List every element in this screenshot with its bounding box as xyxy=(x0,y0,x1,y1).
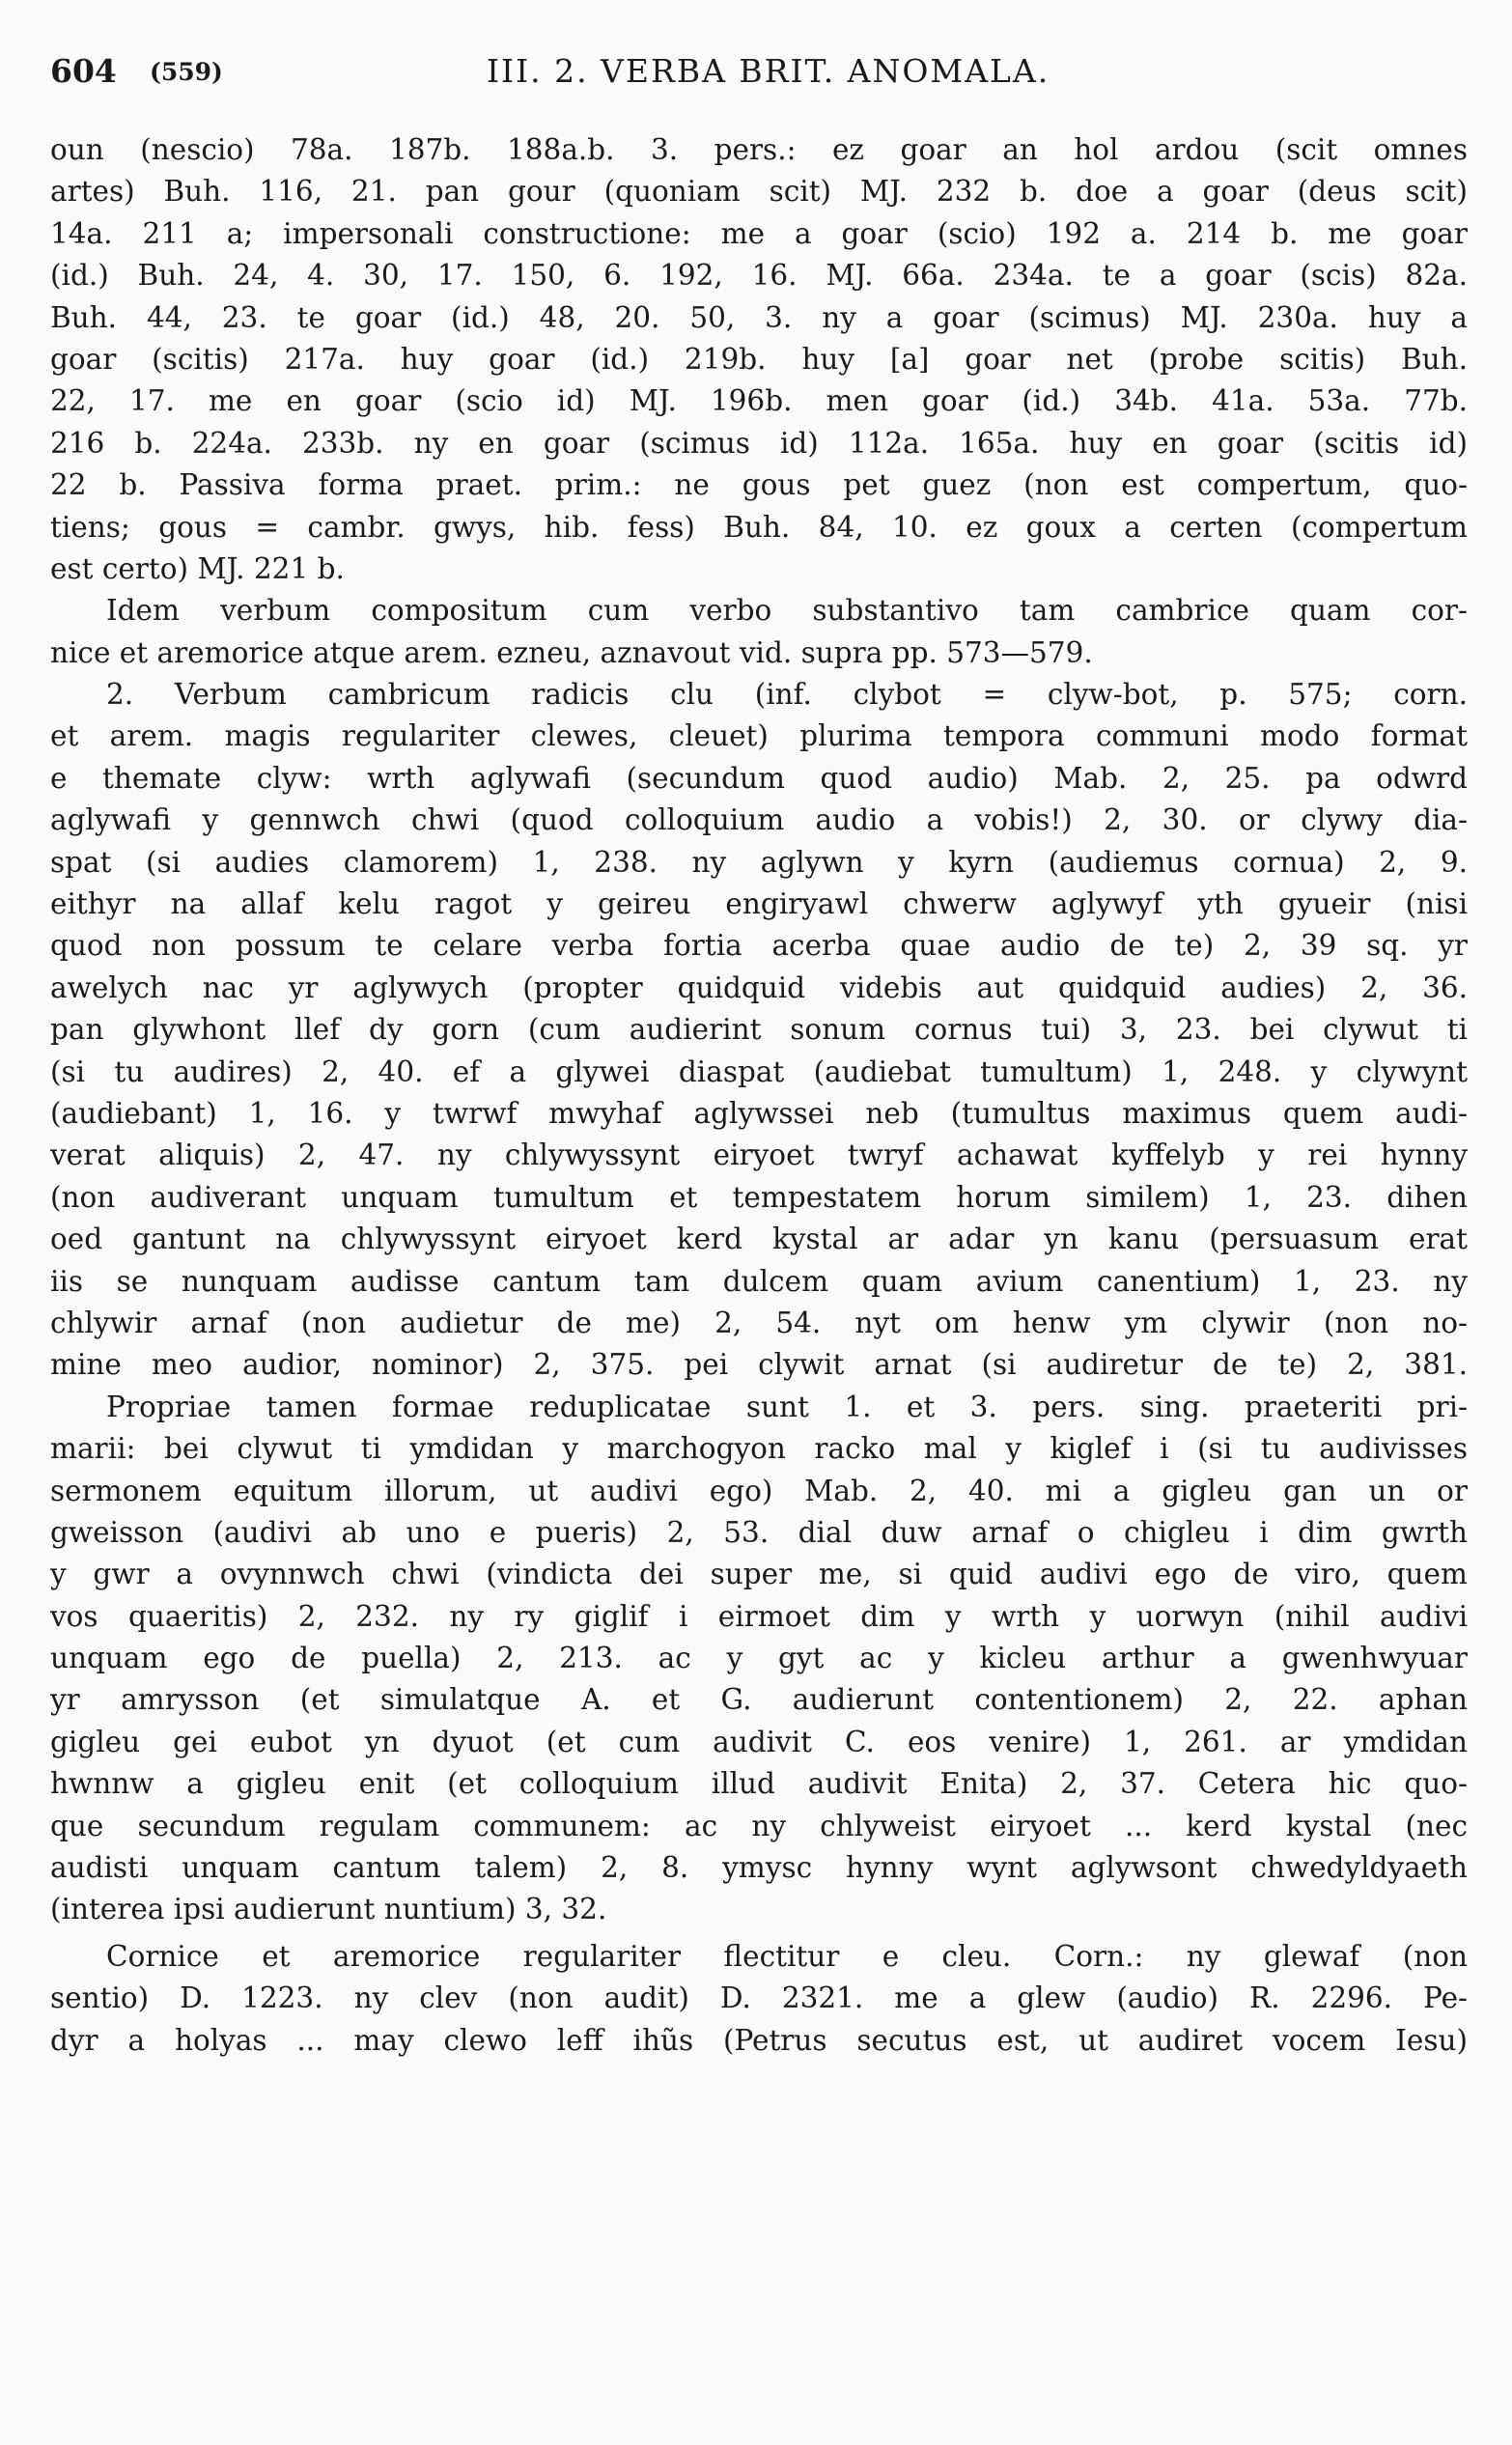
text-line: sermonem equitum illorum, ut audivi ego) Mab. 2, 40. mi a gigleu gan un or xyxy=(50,1474,1468,1507)
text-line: chlywir arnaf (non audietur de me) 2, 54. nyt om henw ym clywir (non no- xyxy=(50,1306,1468,1339)
text-line: aglywafi y gennwch chwi (quod colloquium audio a vobis!) 2, 30. or clywy dia- xyxy=(50,803,1468,837)
text-line: 22, 17. me en goar (scio id) MJ. 196b. men goar (id.) 34b. 41a. 53a. 77b. xyxy=(50,384,1468,418)
text-line: y gwr a ovynnwch chwi (vindicta dei super me, si quid audivi ego de viro, quem xyxy=(50,1558,1468,1591)
text-line: nice et aremorice atque arem. ezneu, aznavout vid. supra pp. 573—579. xyxy=(50,635,1093,669)
text-line: Cornice et aremorice regulariter flectitur e cleu. Corn.: ny glewaf (non xyxy=(106,1939,1468,1973)
text-line: est certo) MJ. 221 b. xyxy=(50,551,345,585)
text-line: 216 b. 224a. 233b. ny en goar (scimus id) 112a. 165a. huy en goar (scitis id) xyxy=(50,426,1468,460)
text-line: quod non possum te celare verba fortia acerba quae audio de te) 2, 39 sq. yr xyxy=(50,929,1468,963)
text-line: goar (scitis) 217a. huy goar (id.) 219b. huy [a] goar net (probe scitis) Buh. xyxy=(50,342,1468,376)
text-line: iis se nunquam audisse cantum tam dulcem quam avium canentium) 1, 23. ny xyxy=(50,1264,1468,1298)
text-line: (non audiverant unquam tumultum et tempestatem horum similem) 1, 23. dihen xyxy=(50,1180,1468,1214)
text-line: Idem verbum compositum cum verbo substantivo tam cambrice quam cor- xyxy=(106,594,1468,628)
text-line: 22 b. Passiva forma praet. prim.: ne gous pet guez (non est compertum, quo- xyxy=(50,468,1468,502)
text-line: marii: bei clywut ti ymdidan y marchogyon racko mal y kiglef i (si tu audivisses xyxy=(50,1432,1468,1466)
text-line: tiens; gous = cambr. gwys, hib. fess) Buh. 84, 10. ez goux a certen (compertum xyxy=(50,510,1468,544)
text-line: artes) Buh. 116, 21. pan gour (quoniam scit) MJ. 232 b. doe a goar (deus scit) xyxy=(50,175,1468,209)
text-line: (id.) Buh. 24, 4. 30, 17. 150, 6. 192, 16. MJ. 66a. 234a. te a goar (scis) 82a. xyxy=(50,259,1468,293)
text-line: (interea ipsi audierunt nuntium) 3, 32. xyxy=(50,1893,607,1926)
text-line: eithyr na allaf kelu ragot y geireu engiryawl chwerw aglywyf yth gyueir (nisi xyxy=(50,887,1468,921)
text-line: que secundum regulam communem: ac ny chlyweist eiryoet ... kerd kystal (nec xyxy=(50,1809,1468,1842)
text-line: unquam ego de puella) 2, 213. ac y gyt ac y kicleu arthur a gwenhwyuar xyxy=(50,1642,1468,1675)
text-line: hwnnw a gigleu enit (et colloquium illud audivit Enita) 2, 37. Cetera hic quo- xyxy=(50,1767,1468,1801)
text-line: gigleu gei eubot yn dyuot (et cum audivit C. eos venire) 1, 261. ar ymdidan xyxy=(50,1725,1468,1758)
text-line: Propriae tamen formae reduplicatae sunt 1. et 3. pers. sing. praeteriti pri- xyxy=(106,1390,1468,1423)
text-line: mine meo audior, nominor) 2, 375. pei clywit arnat (si audiretur de te) 2, 381. xyxy=(50,1348,1468,1382)
text-line: (audiebant) 1, 16. y twrwf mwyhaf aglywssei neb (tumultus maximus quem audi- xyxy=(50,1096,1468,1130)
text-line: oun (nescio) 78a. 187b. 188a.b. 3. pers.: ez goar an hol ardou (scit omnes xyxy=(50,133,1468,166)
text-line: spat (si audies clamorem) 1, 238. ny aglywn y kyrn (audiemus cornua) 2, 9. xyxy=(50,845,1468,879)
text-line: 2. Verbum cambricum radicis clu (inf. clybot = clyw-bot, p. 575; corn. xyxy=(106,678,1468,712)
original-page-number: (559) xyxy=(150,58,223,86)
text-line: et arem. magis regulariter clewes, cleuet) plurima tempora communi modo format xyxy=(50,719,1468,753)
text-line: gweisson (audivi ab uno e pueris) 2, 53. dial duw arnaf o chigleu i dim gwrth xyxy=(50,1515,1468,1549)
text-line: 14a. 211 a; impersonali constructione: me a goar (scio) 192 a. 214 b. me goar xyxy=(50,216,1468,250)
text-body xyxy=(50,129,1468,2062)
text-line: Buh. 44, 23. te goar (id.) 48, 20. 50, 3. ny a goar (scimus) MJ. 230a. huy a xyxy=(50,300,1468,334)
text-line: sentio) D. 1223. ny clev (non audit) D. 2321. me a glew (audio) R. 2296. Pe- xyxy=(50,1981,1468,2015)
text-line: yr amrysson (et simulatque A. et G. audierunt contentionem) 2, 22. aphan xyxy=(50,1683,1468,1717)
text-line: dyr a holyas ... may clewo leff ihũs (Petrus secutus est, ut audiret vocem Iesu) xyxy=(50,2023,1468,2057)
text-line: vos quaeritis) 2, 232. ny ry giglif i eirmoet dim y wrth y uorwyn (nihil audivi xyxy=(50,1599,1468,1633)
text-line: verat aliquis) 2, 47. ny chlywyssynt eiryoet twryf achawat kyffelyb y rei hynny xyxy=(50,1138,1468,1172)
text-line: awelych nac yr aglywych (propter quidquid videbis aut quidquid audies) 2, 36. xyxy=(50,970,1468,1004)
running-title: III. 2. VERBA BRIT. ANOMALA. xyxy=(487,52,1050,90)
page-header xyxy=(0,48,1512,106)
text-line: oed gantunt na chlywyssynt eiryoet kerd kystal ar adar yn kanu (persuasum erat xyxy=(50,1222,1468,1256)
text-line: e themate clyw: wrth aglywafi (secundum quod audio) Mab. 2, 25. pa odwrd xyxy=(50,761,1468,795)
page-number: 604 xyxy=(50,52,117,90)
text-line: (si tu audires) 2, 40. ef a glywei diaspat (audiebat tumultum) 1, 248. y clywynt xyxy=(50,1054,1468,1088)
text-line: audisti unquam cantum talem) 2, 8. ymysc hynny wynt aglywsont chwedyldyaeth xyxy=(50,1851,1468,1885)
text-line: pan glywhont llef dy gorn (cum audierint sonum cornus tui) 3, 23. bei clywut ti xyxy=(50,1013,1468,1047)
